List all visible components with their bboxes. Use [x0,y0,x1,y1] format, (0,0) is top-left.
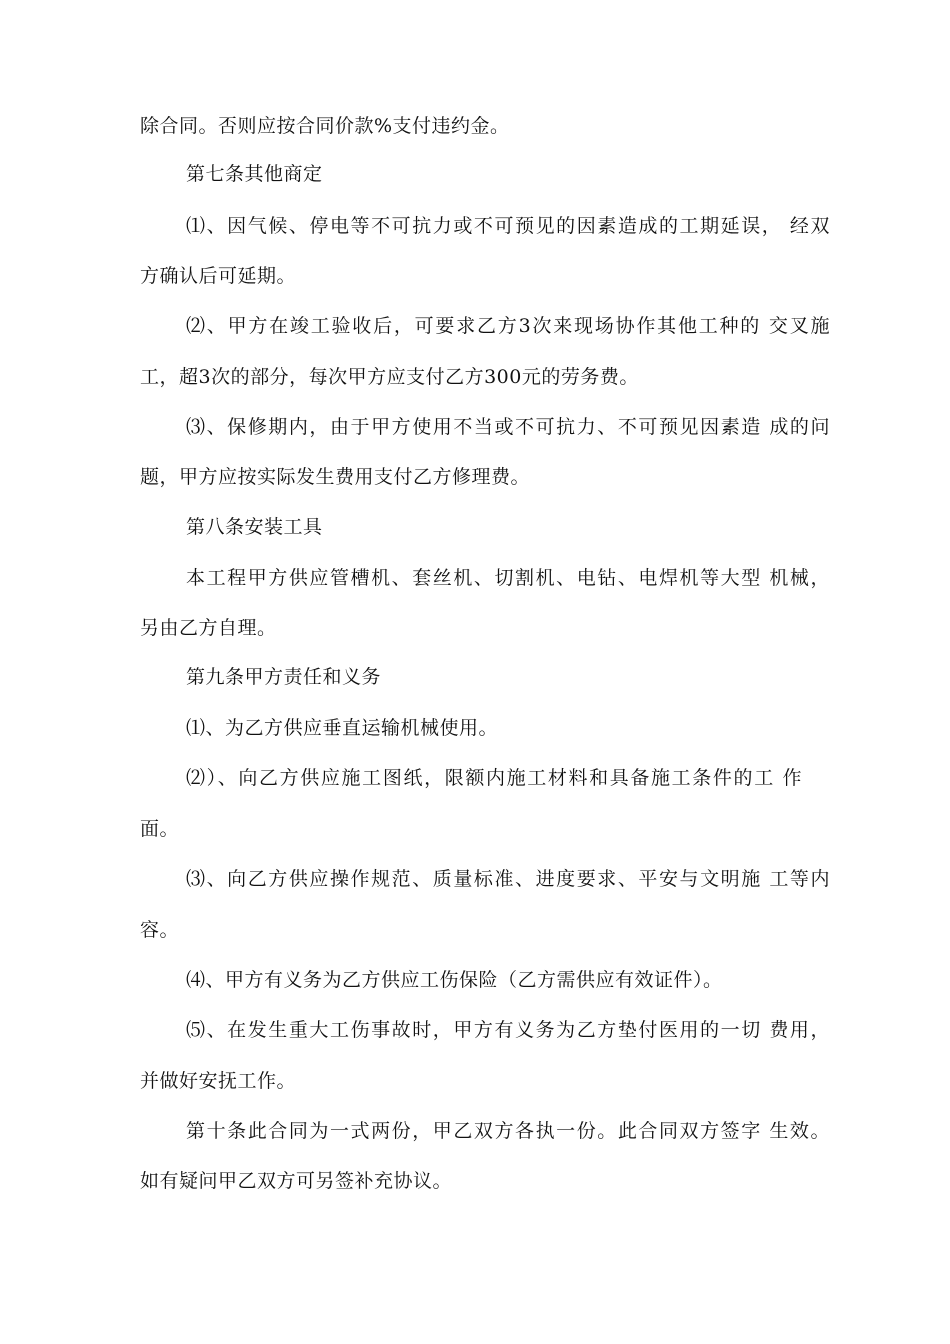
paragraph-line: ⑵、甲方在竣工验收后，可要求乙方3次来现场协作其他工种的 交叉施 [186,315,830,337]
paragraph-line: 工，超3次的部分，每次甲方应支付乙方300元的劳务费。 [140,366,639,388]
paragraph-line: ⑶、向乙方供应操作规范、质量标准、进度要求、平安与文明施 工等内 [186,868,830,890]
paragraph-line: 如有疑问甲乙双方可另签补充协议。 [140,1170,453,1192]
paragraph-line: ⑴、因气候、停电等不可抗力或不可预见的因素造成的工期延误， 经双 [186,215,830,237]
paragraph-line: ⑴、为乙方供应垂直运输机械使用。 [186,717,499,739]
paragraph-line: 容。 [140,919,180,941]
paragraph-line: ⑷、甲方有义务为乙方供应工伤保险（乙方需供应有效证件）。 [186,969,723,991]
paragraph-line: ⑵）、向乙方供应施工图纸，限额内施工材料和具备施工条件的工 作 [186,767,802,789]
paragraph-line: 并做好安抚工作。 [140,1070,297,1092]
paragraph-line: 本工程甲方供应管槽机、套丝机、切割机、电钻、电焊机等大型 机械， [186,567,830,589]
article-heading-8: 第八条安装工具 [186,516,323,538]
article-heading-7: 第七条其他商定 [186,163,323,185]
paragraph-line: 题，甲方应按实际发生费用支付乙方修理费。 [140,466,531,488]
paragraph-line: ⑸、在发生重大工伤事故时，甲方有义务为乙方垫付医用的一切 费用， [186,1019,830,1041]
article-heading-9: 第九条甲方责任和义务 [186,666,382,688]
paragraph-line: 另由乙方自理。 [140,617,277,639]
article-heading-10: 第十条此合同为一式两份，甲乙双方各执一份。此合同双方签字 生效。 [186,1120,830,1142]
paragraph-line: 面。 [140,818,180,840]
paragraph-line: 方确认后可延期。 [140,265,297,287]
paragraph-line: ⑶、保修期内，由于甲方使用不当或不可抗力、不可预见因素造 成的问 [186,416,830,438]
paragraph-line: 除合同。否则应按合同价款%支付违约金。 [140,115,510,137]
